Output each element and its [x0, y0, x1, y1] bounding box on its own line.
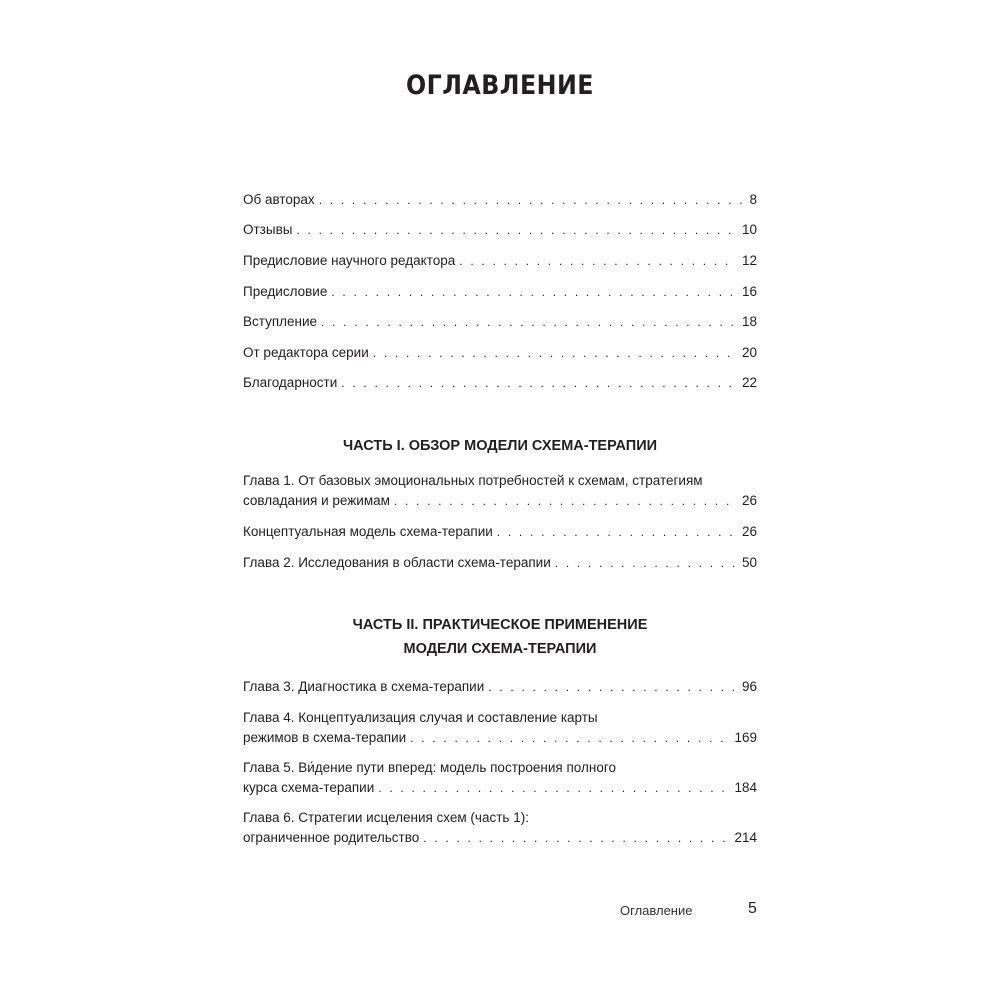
dot-leader — [423, 828, 728, 848]
toc-entry-first-line: Глава 1. От базовых эмоциональных потребностей к схемам, стратегиям — [243, 473, 703, 488]
toc-entry-title: Глава 2. Исследования в области схема-терапии — [243, 555, 551, 570]
running-footer-label: Оглавление — [620, 903, 693, 918]
toc-entry-chapter-4[interactable] — [243, 708, 757, 748]
toc-page-number: 8 — [749, 192, 757, 207]
toc-page-number: 20 — [741, 345, 757, 360]
toc-page-number: 214 — [734, 830, 757, 845]
page-title: ОГЛАВЛЕНИЕ — [406, 70, 594, 101]
toc-entry-conceptual-model[interactable] — [243, 522, 757, 542]
toc-entry-chapter-1[interactable] — [243, 471, 757, 511]
toc-page-number: 169 — [734, 730, 757, 745]
part-2-heading-line-2: МОДЕЛИ СХЕМА-ТЕРАПИИ — [403, 641, 597, 657]
toc-entry-title: курса схема-терапии — [243, 780, 375, 795]
toc-entry-editor-preface[interactable] — [243, 251, 757, 271]
toc-entry-chapter-3[interactable] — [243, 677, 757, 697]
dot-leader — [373, 343, 736, 363]
toc-entry-title: От редактора серии — [243, 345, 369, 360]
dot-leader — [394, 491, 736, 511]
toc-page-number: 16 — [741, 284, 757, 299]
part-2-heading-line-1: ЧАСТЬ II. ПРАКТИЧЕСКОЕ ПРИМЕНЕНИЕ — [352, 617, 648, 633]
dot-leader — [321, 312, 736, 332]
toc-entry-first-line: Глава 5. Ви́дение пути вперед: модель построения полного — [243, 760, 616, 775]
toc-page-number: 184 — [734, 780, 757, 795]
part-1-heading: ЧАСТЬ I. ОБЗОР МОДЕЛИ СХЕМА-ТЕРАПИИ — [342, 438, 658, 454]
dot-leader — [319, 190, 744, 210]
dot-leader — [555, 553, 736, 573]
dot-leader — [341, 373, 736, 393]
toc-entry-introduction[interactable] — [243, 312, 757, 332]
dot-leader — [378, 778, 728, 798]
toc-entry-chapter-6[interactable] — [243, 808, 757, 848]
toc-page-number: 50 — [741, 555, 757, 570]
toc-entry-acknowledgements[interactable] — [243, 373, 757, 393]
toc-entry-title: Предисловие научного редактора — [243, 253, 456, 268]
toc-page-number: 96 — [741, 679, 757, 694]
toc-entry-first-line: Глава 6. Стратегии исцеления схем (часть 1): — [243, 810, 529, 825]
dot-leader — [488, 677, 736, 697]
toc-entry-title: ограниченное родительство — [243, 830, 420, 845]
toc-page-number: 22 — [741, 375, 757, 390]
toc-page-number: 26 — [741, 524, 757, 539]
toc-entry-reviews[interactable] — [243, 220, 757, 240]
toc-entry-title: Предисловие — [243, 284, 328, 299]
toc-entry-title: Глава 3. Диагностика в схема-терапии — [243, 679, 485, 694]
toc-entry-title: Отзывы — [243, 222, 293, 237]
dot-leader — [459, 251, 736, 271]
toc-entry-chapter-5[interactable] — [243, 758, 757, 798]
toc-entry-title: Благодарности — [243, 375, 338, 390]
toc-page-number: 26 — [741, 493, 757, 508]
toc-page-number: 12 — [741, 253, 757, 268]
toc-entry-series-editor[interactable] — [243, 343, 757, 363]
toc-entry-title: режимов в схема-терапии — [243, 730, 407, 745]
toc-entry-chapter-2[interactable] — [243, 553, 757, 573]
toc-entry-title: Концептуальная модель схема-терапии — [243, 524, 493, 539]
toc-page-number: 18 — [741, 314, 757, 329]
toc-entry-preface[interactable] — [243, 282, 757, 302]
toc-entry-title: Вступление — [243, 314, 318, 329]
page-number: 5 — [748, 900, 757, 917]
dot-leader — [497, 522, 736, 542]
dot-leader — [331, 282, 736, 302]
toc-entry-title: Об авторах — [243, 192, 315, 207]
toc-entry-first-line: Глава 4. Концептуализация случая и составление карты — [243, 710, 598, 725]
toc-entry-about-authors[interactable] — [243, 190, 757, 210]
dot-leader — [296, 220, 736, 240]
toc-entry-title: совладания и режимам — [243, 493, 390, 508]
toc-page-number: 10 — [741, 222, 757, 237]
dot-leader — [410, 728, 728, 748]
